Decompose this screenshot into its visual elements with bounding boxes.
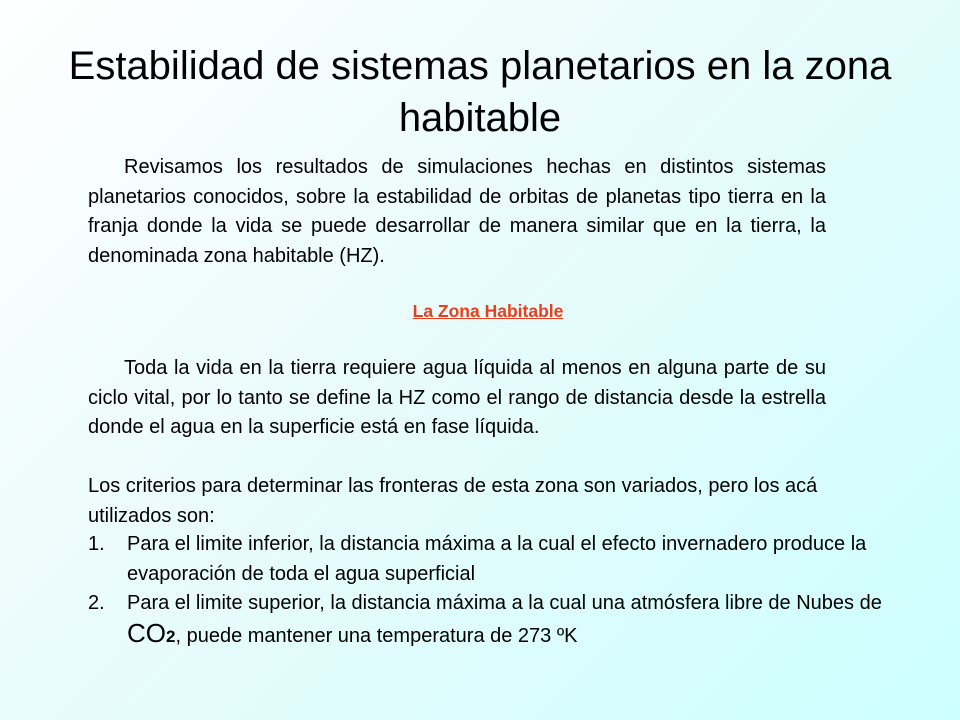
body-paragraph-text: Toda la vida en la tierra requiere agua líquida al menos en alguna parte de su ciclo vital, por lo tanto se define la HZ como el rango de distancia desde la estrella donde el agua en la superficie está en fase líquida. <box>88 357 826 438</box>
slide-title: Estabilidad de sistemas planetarios en la zona habitable <box>68 44 892 140</box>
criteria-list <box>88 530 908 651</box>
list-item-text-after: , puede mantener una temperatura de 273 ºK <box>175 624 578 647</box>
la-zona-habitable-link[interactable]: La Zona Habitable <box>412 301 564 321</box>
list-item <box>88 530 908 589</box>
list-item-number: 1. <box>88 533 105 555</box>
body-paragraph <box>88 354 826 443</box>
co2-subscript: 2 <box>166 626 176 646</box>
subheading-container <box>88 297 888 325</box>
co2-formula: CO <box>127 617 166 648</box>
list-item-text-before: Para el limite superior, la distancia máxima a la cual una atmósfera libre de Nubes de <box>127 592 882 614</box>
criteria-intro: Los criterios para determinar las fronteras de esta zona son variados, pero los acá utilizados son: <box>88 475 818 527</box>
list-item-number: 2. <box>88 592 105 614</box>
list-item <box>88 589 908 651</box>
intro-paragraph: Revisamos los resultados de simulaciones hechas en distintos sistemas planetarios conocidos, sobre la estabilidad de orbitas de planetas tipo tierra en la franja donde la vida se puede desarrollar de manera similar que en la tierra, la denominada zona habitable (HZ). <box>88 156 826 267</box>
list-item-text: Para el limite inferior, la distancia máxima a la cual el efecto invernadero produce la evaporación de toda el agua superficial <box>127 533 867 585</box>
